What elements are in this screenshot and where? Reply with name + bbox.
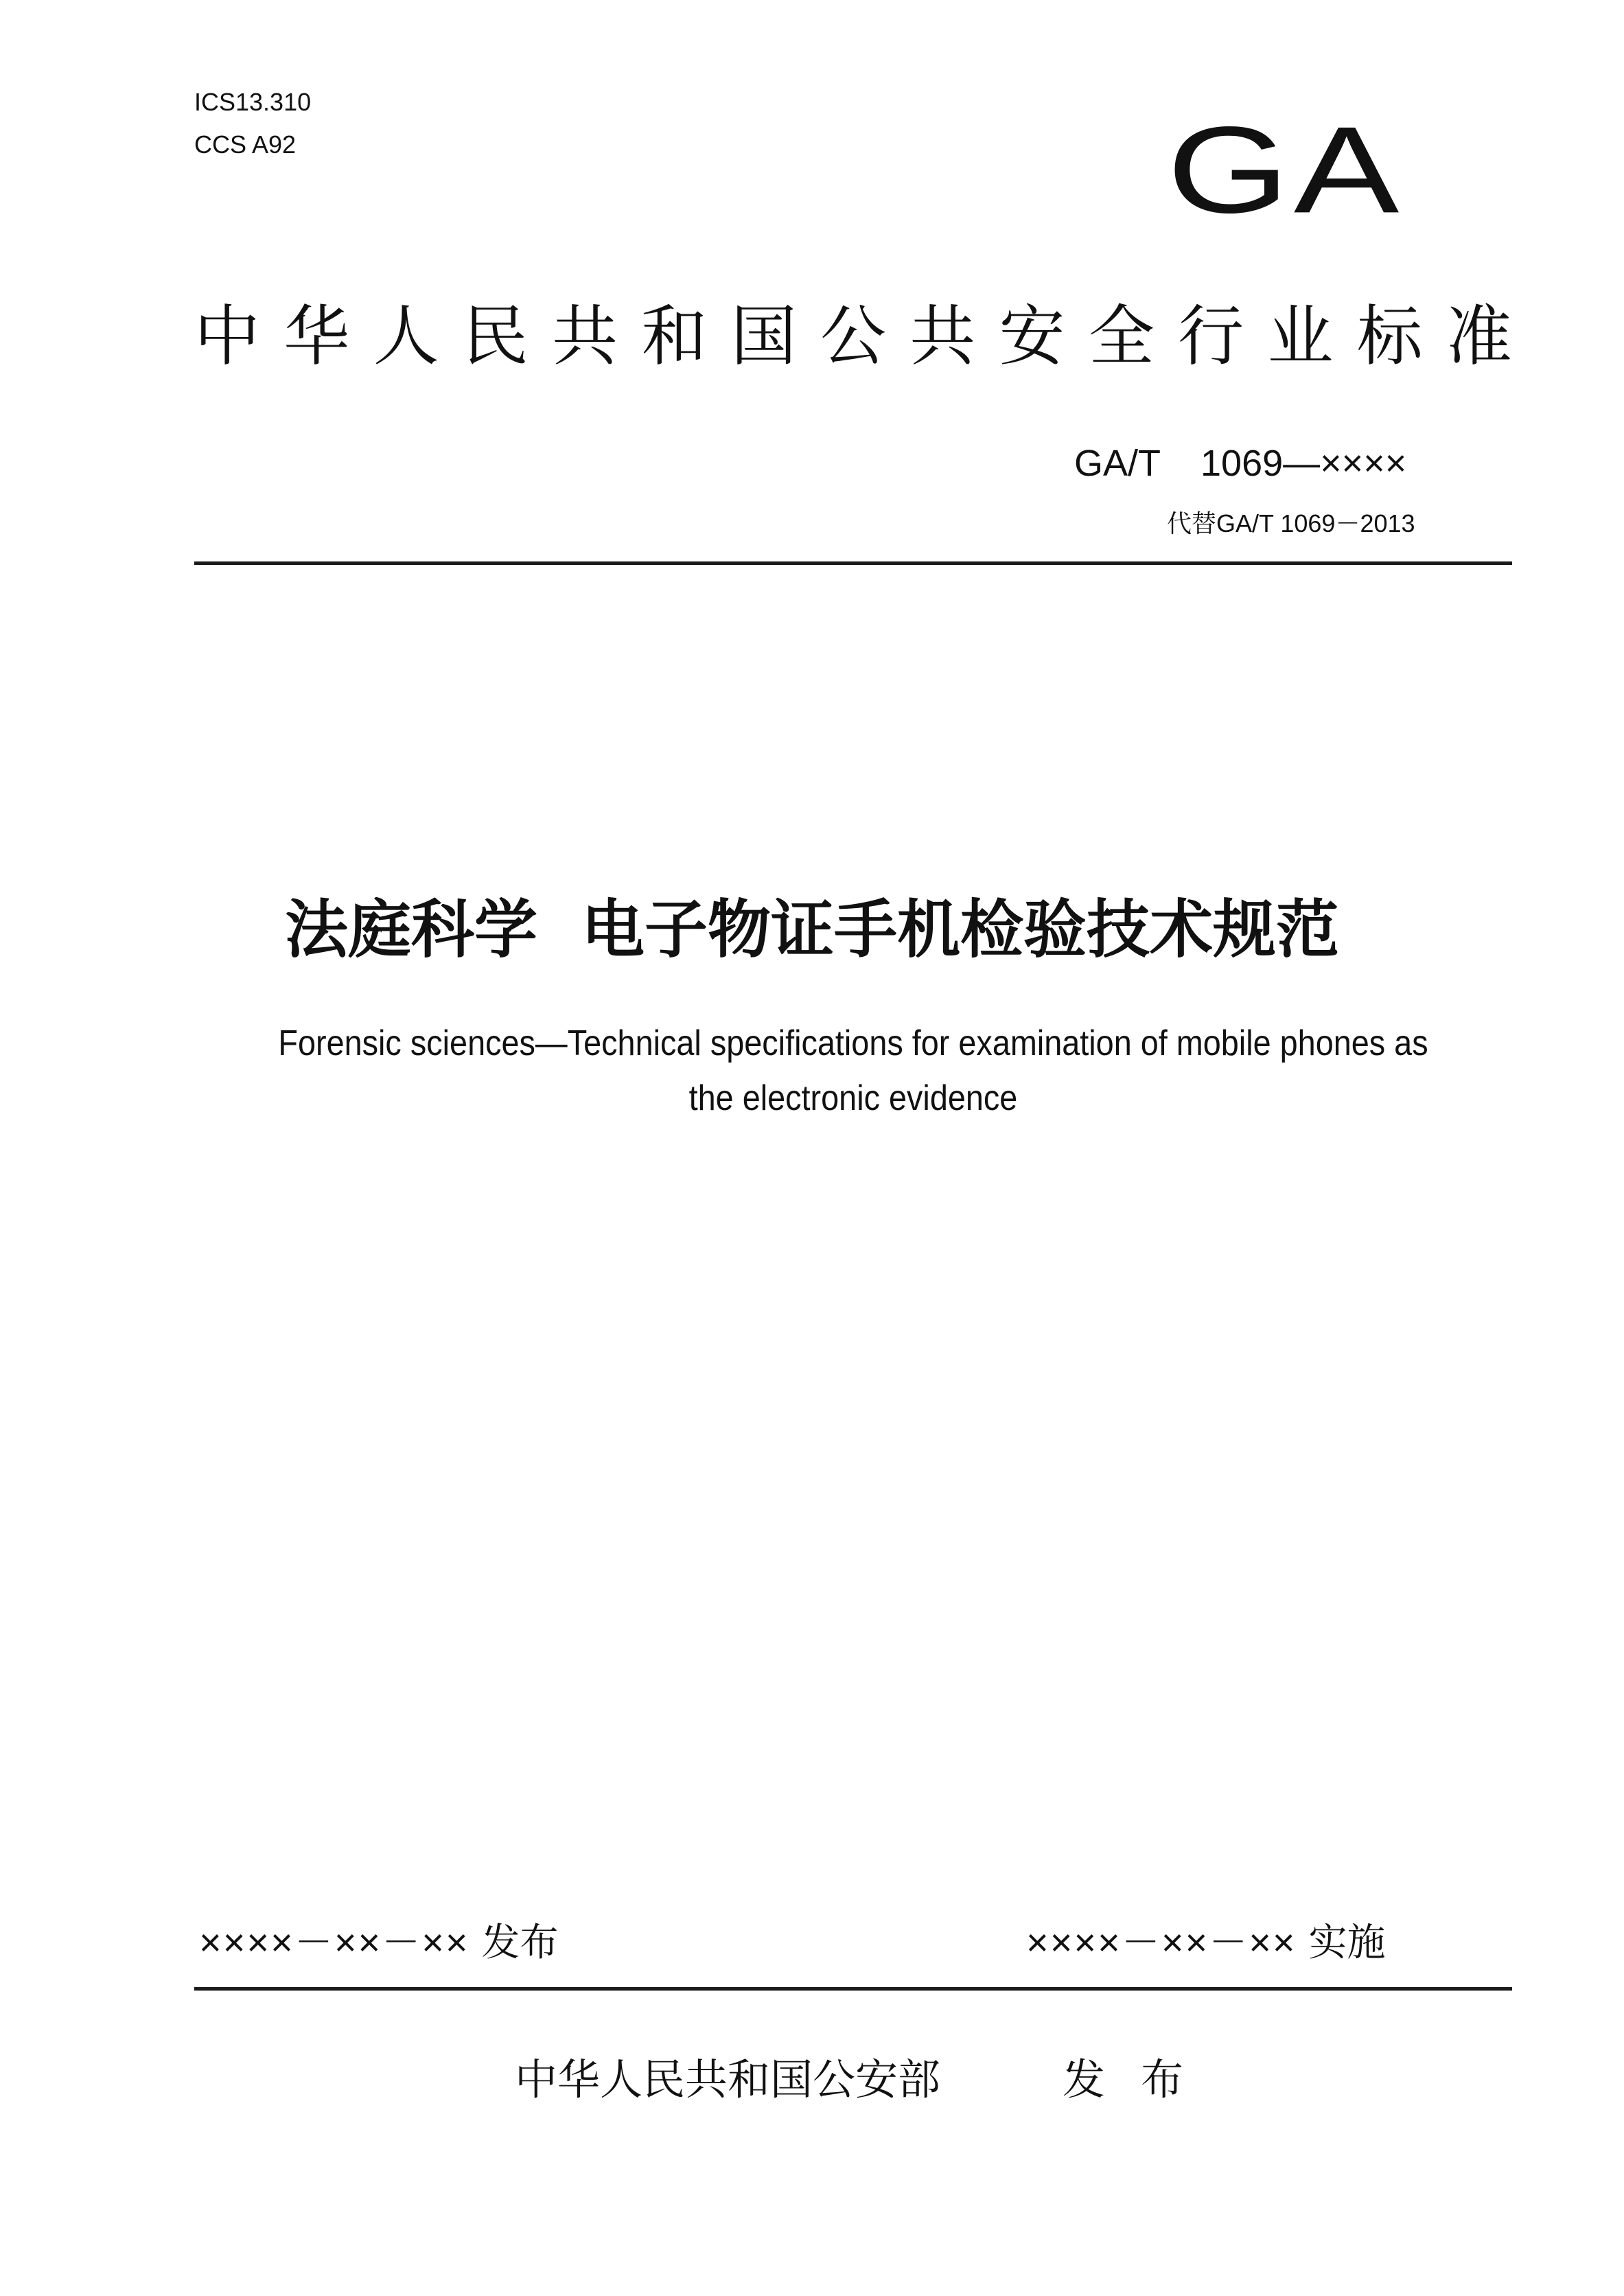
standard-type-heading: [194, 295, 1512, 378]
bottom-divider: [194, 1987, 1512, 1991]
document-title-english: [260, 1016, 1446, 1126]
ccs-code: CCS A92: [194, 130, 297, 159]
publisher: 中华人民共和国公安部: [515, 2054, 941, 2104]
document-title-chinese: 法庭科学 电子物证手机检验技术规范: [284, 893, 1340, 966]
standard-type-char: 人: [373, 298, 439, 375]
implementation-date-line: [1026, 1915, 1385, 1971]
standard-code: 1069—××××: [1200, 443, 1407, 484]
classification-codes: [194, 81, 311, 166]
standard-type-char: 公: [820, 298, 886, 375]
standard-type-char: 民: [462, 298, 529, 375]
publish-word: 发布: [1063, 2054, 1220, 2104]
standard-type-char: 安: [999, 298, 1065, 375]
standard-type-char: 业: [1267, 298, 1334, 375]
implementation-label: 实施: [1308, 1921, 1386, 1965]
ga-logo: GA: [1167, 101, 1404, 239]
standard-type-char: 全: [1088, 298, 1155, 375]
english-title-line: the electronic evidence: [688, 1078, 1018, 1118]
top-divider: [194, 561, 1512, 565]
issue-date: ××××－××－××: [199, 1921, 469, 1964]
ics-code: ICS13.310: [194, 88, 312, 116]
standard-type-char: 行: [1178, 298, 1244, 375]
standard-type-char: 共: [909, 298, 976, 375]
standard-type-char: 华: [283, 298, 350, 375]
replaces-note: 代替GA/T 1069－2013: [1167, 509, 1415, 537]
standard-type-char: 标: [1356, 298, 1423, 375]
issue-date-line: [199, 1915, 558, 1971]
english-title-line: Forensic sciences—Technical specifications for examination of mobile phones as: [278, 1023, 1428, 1063]
implementation-date: ××××－××－××: [1026, 1921, 1297, 1964]
standard-type-char: 准: [1446, 298, 1512, 375]
standard-type-char: 国: [730, 298, 797, 375]
standard-type-char: 共: [552, 298, 618, 375]
issue-label: 发布: [481, 1921, 559, 1965]
standard-prefix: GA/T: [1074, 443, 1161, 484]
standard-type-char: 和: [641, 298, 708, 375]
standard-type-char: 中: [194, 298, 260, 375]
standard-number: [1074, 439, 1406, 487]
